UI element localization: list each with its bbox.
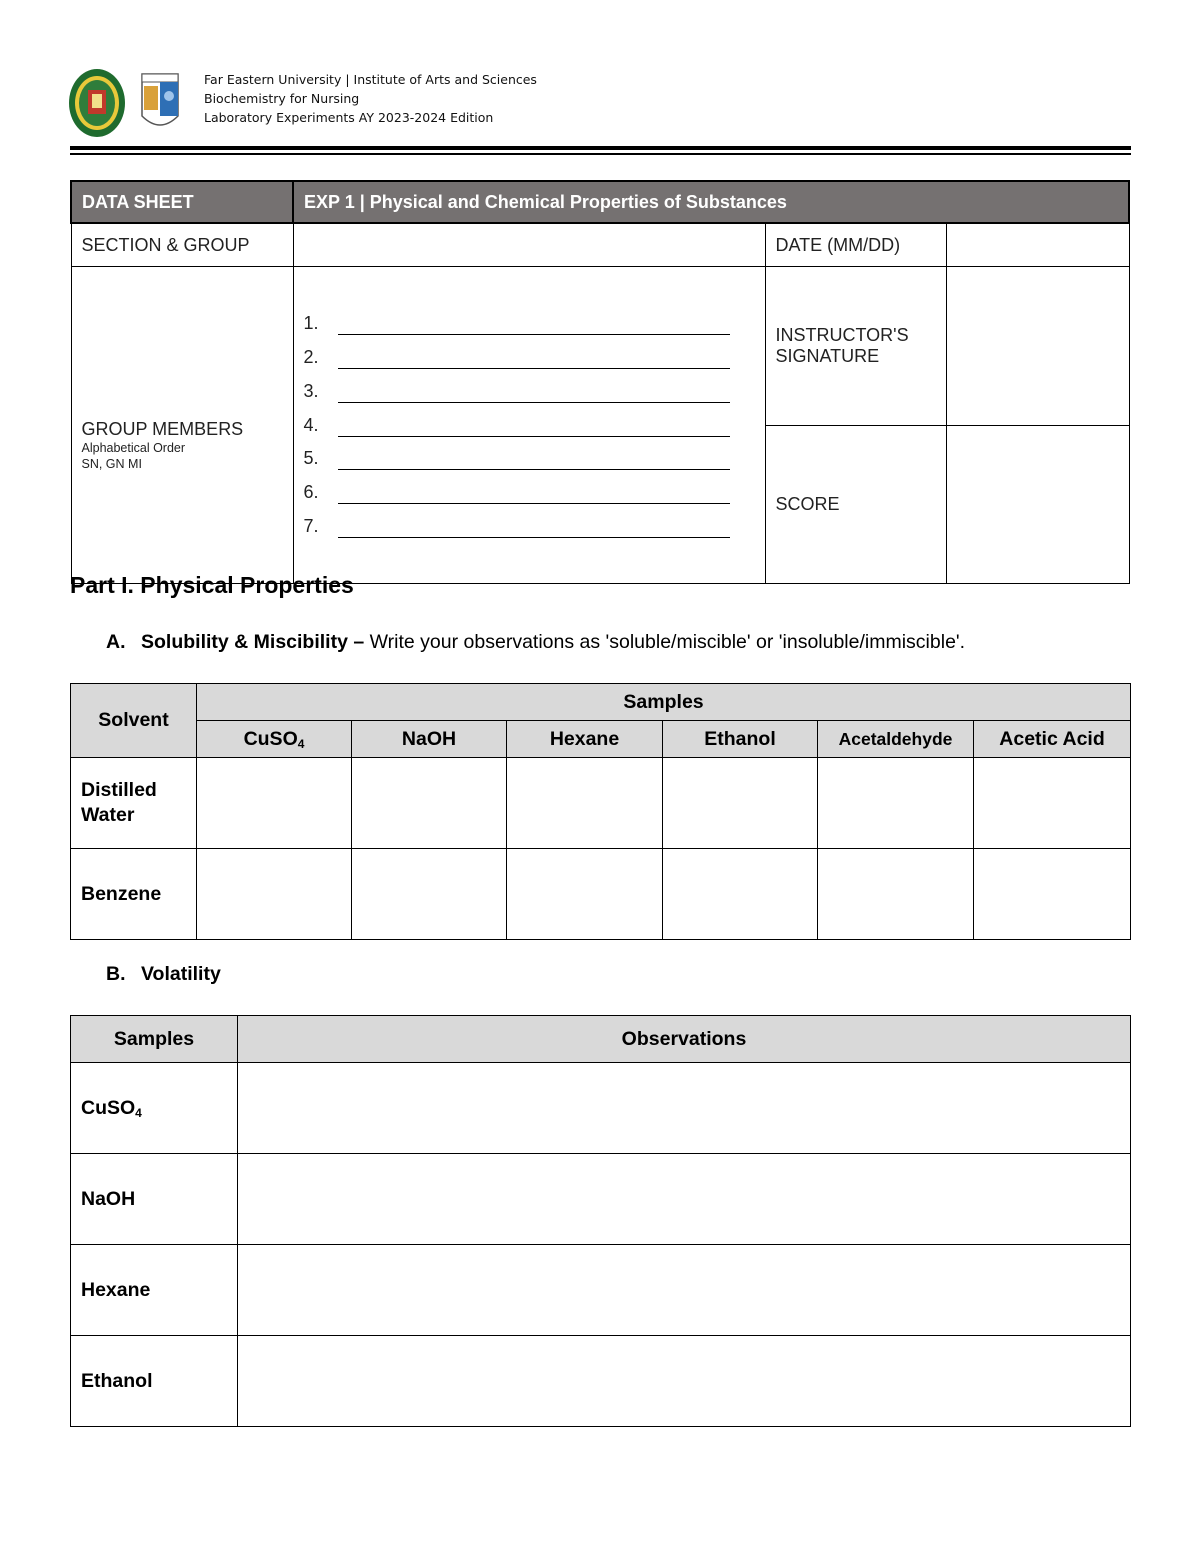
samples-header: Samples (71, 1016, 238, 1063)
row-header-line-2: Water (81, 804, 135, 826)
member-number: 6. (303, 481, 319, 502)
answer-cell[interactable] (352, 758, 507, 849)
observations-header: Observations (238, 1016, 1131, 1063)
section-group-field[interactable] (293, 223, 765, 267)
row-header-line-1: Distilled (81, 779, 157, 801)
group-members-list (304, 307, 755, 543)
answer-cell[interactable] (507, 849, 663, 940)
members-order-note: Alphabetical Order (81, 440, 186, 455)
members-format-note: SN, GN MI (81, 456, 142, 471)
column-header (197, 721, 352, 758)
solubility-table (70, 683, 1131, 940)
datasheet-table (70, 180, 1130, 584)
institute-crest-icon (140, 72, 180, 134)
member-blank[interactable] (338, 453, 730, 470)
member-blank[interactable] (338, 420, 730, 437)
group-members-list-cell (293, 267, 765, 584)
member-number: 1. (303, 313, 319, 334)
member-number: 2. (303, 347, 319, 368)
observation-cell[interactable] (238, 1063, 1131, 1154)
table-row (71, 1336, 1131, 1427)
answer-cell[interactable] (197, 849, 352, 940)
header-rule-thick (70, 146, 1131, 150)
table-row (71, 1063, 1131, 1154)
table-row (71, 758, 1131, 849)
section-group-label: SECTION & GROUP (71, 223, 293, 267)
member-line[interactable] (304, 509, 755, 543)
member-line[interactable] (304, 374, 755, 408)
score-label: SCORE (765, 425, 946, 584)
header-line-3: Laboratory Experiments AY 2023-2024 Edition (204, 110, 494, 125)
column-header: Ethanol (663, 721, 818, 758)
observation-cell[interactable] (238, 1336, 1131, 1427)
header-rule-thin (70, 153, 1131, 155)
row-header (71, 758, 197, 849)
signature-field[interactable] (946, 267, 1129, 426)
column-header: Hexane (507, 721, 663, 758)
member-line[interactable] (304, 442, 755, 476)
member-blank[interactable] (338, 521, 730, 538)
signature-label-cell (765, 267, 946, 426)
date-label: DATE (MM/DD) (765, 223, 946, 267)
row-header: NaOH (71, 1154, 238, 1245)
section-a-letter: A. (106, 631, 126, 653)
row-header: Benzene (71, 849, 197, 940)
observation-cell[interactable] (238, 1154, 1131, 1245)
signature-label-line-2: SIGNATURE (775, 345, 880, 366)
row-header: Hexane (71, 1245, 238, 1336)
answer-cell[interactable] (197, 758, 352, 849)
column-header: NaOH (352, 721, 507, 758)
header-line-2: Biochemistry for Nursing (204, 91, 360, 106)
member-line[interactable] (304, 408, 755, 442)
member-line[interactable] (304, 307, 755, 341)
observation-cell[interactable] (238, 1245, 1131, 1336)
answer-cell[interactable] (663, 849, 818, 940)
answer-cell[interactable] (352, 849, 507, 940)
volatility-table (70, 1015, 1131, 1427)
datasheet-label: DATA SHEET (71, 181, 293, 223)
section-a-title: Solubility & Miscibility – (141, 631, 365, 653)
part-title: Part I. Physical Properties (70, 572, 354, 598)
answer-cell[interactable] (507, 758, 663, 849)
solvent-header: Solvent (71, 684, 197, 758)
experiment-title: EXP 1 | Physical and Chemical Properties of Substances (293, 181, 1129, 223)
column-header: Acetic Acid (974, 721, 1131, 758)
column-header: Acetaldehyde (818, 721, 974, 758)
group-members-cell (71, 267, 293, 584)
member-blank[interactable] (338, 352, 730, 369)
date-field[interactable] (946, 223, 1129, 267)
row-header-text: CuSO (81, 1096, 136, 1119)
member-line[interactable] (304, 341, 755, 375)
section-b-letter: B. (106, 963, 126, 985)
member-number: 4. (303, 414, 319, 435)
table-row (71, 1154, 1131, 1245)
row-header: Ethanol (71, 1336, 238, 1427)
answer-cell[interactable] (818, 849, 974, 940)
table-row (71, 849, 1131, 940)
member-number: 7. (303, 515, 319, 536)
member-number: 3. (303, 380, 319, 401)
answer-cell[interactable] (974, 758, 1131, 849)
score-field[interactable] (946, 425, 1129, 584)
header-text (204, 70, 537, 127)
answer-cell[interactable] (974, 849, 1131, 940)
section-b-heading (106, 963, 221, 986)
group-members-label: GROUP MEMBERS (81, 418, 244, 439)
signature-label-line-1: INSTRUCTOR'S (775, 324, 909, 345)
member-blank[interactable] (338, 487, 730, 504)
table-row (71, 1245, 1131, 1336)
member-blank[interactable] (338, 318, 730, 335)
row-header (71, 1063, 238, 1154)
section-a-heading (106, 631, 965, 654)
answer-cell[interactable] (818, 758, 974, 849)
column-header-text: CuSO (243, 727, 298, 750)
subscript: 4 (297, 736, 305, 751)
university-seal-icon (68, 68, 126, 138)
member-blank[interactable] (338, 386, 730, 403)
subscript: 4 (135, 1105, 142, 1120)
member-number: 5. (303, 448, 319, 469)
header-line-1: Far Eastern University | Institute of Arts and Sciences (204, 72, 537, 87)
answer-cell[interactable] (663, 758, 818, 849)
section-b-title: Volatility (141, 963, 221, 985)
section-a-instructions: Write your observations as 'soluble/miscible' or 'insoluble/immiscible'. (369, 631, 966, 653)
member-line[interactable] (304, 476, 755, 510)
samples-header: Samples (197, 684, 1131, 721)
